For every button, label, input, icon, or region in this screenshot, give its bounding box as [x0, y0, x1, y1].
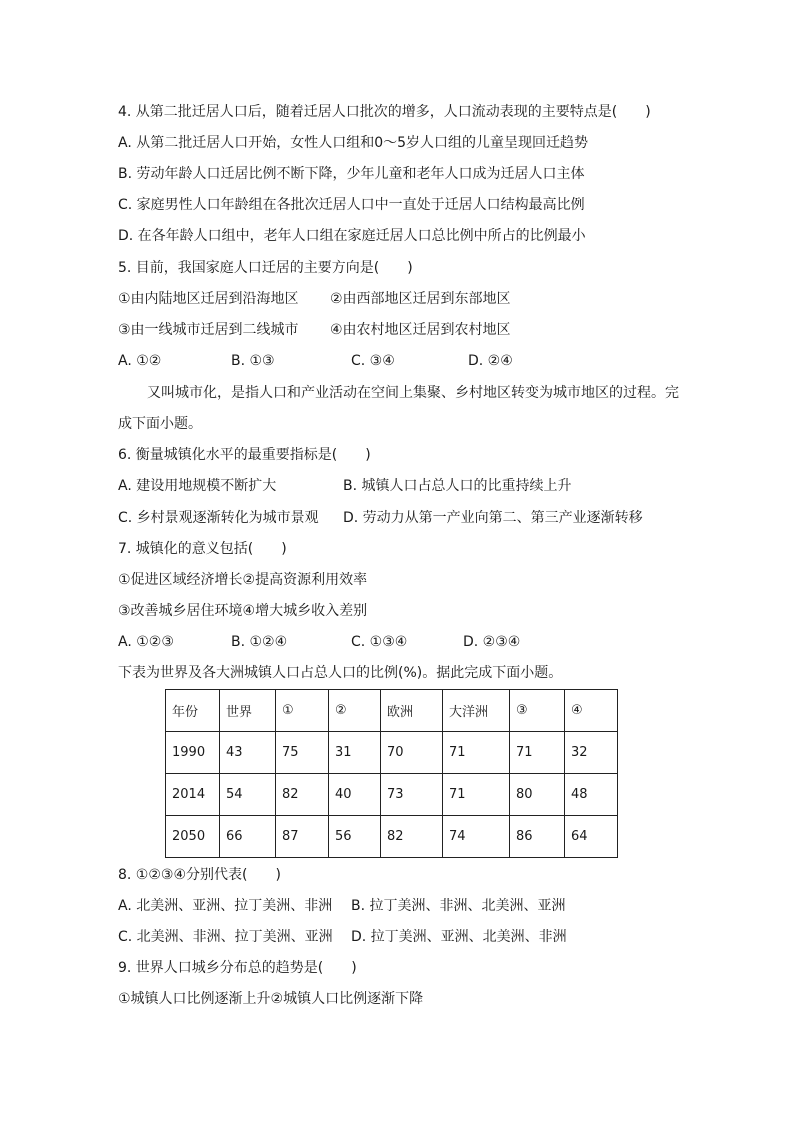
table-cell: 54 — [220, 774, 276, 816]
urbanization-table — [165, 689, 618, 858]
q4-option-c: C. 家庭男性人口年龄组在各批次迁居人口中一直处于迁居人口结构最高比例 — [118, 197, 585, 213]
table-cell: 82 — [381, 816, 443, 858]
q6-options-row2 — [118, 509, 643, 527]
table-cell: 70 — [381, 732, 443, 774]
table-cell: 1990 — [166, 732, 220, 774]
table-cell: 73 — [381, 774, 443, 816]
q9-stem: 9. 世界人口城乡分布总的趋势是( ) — [118, 960, 357, 976]
q5-item-3: ③由一线城市迁居到二线城市 — [118, 322, 299, 338]
q5-item-1: ①由内陆地区迁居到沿海地区 — [118, 291, 299, 307]
table-cell: 64 — [565, 816, 618, 858]
table-row — [166, 774, 618, 816]
table-header-cell: ③ — [510, 690, 565, 732]
q5-stem: 5. 目前，我国家庭人口迁居的主要方向是( ) — [118, 260, 413, 276]
q4-option-a: A. 从第二批迁居人口开始，女性人口组和0～5岁人口组的儿童呈现回迁趋势 — [118, 135, 589, 151]
table-header-cell: 年份 — [166, 690, 220, 732]
q7-option-c: C. ①③④ — [351, 634, 408, 650]
q7-stem: 7. 城镇化的意义包括( ) — [118, 541, 287, 557]
table-cell: 32 — [565, 732, 618, 774]
q8-option-c: C. 北美洲、非洲、拉丁美洲、亚洲 — [118, 929, 333, 945]
table-cell: 31 — [329, 732, 381, 774]
q5-item-4: ④由农村地区迁居到农村地区 — [330, 322, 511, 338]
q8-option-b: B. 拉丁美洲、非洲、北美洲、亚洲 — [351, 898, 566, 914]
table-header-cell: 世界 — [220, 690, 276, 732]
table-cell: 2050 — [166, 816, 220, 858]
table-cell: 56 — [329, 816, 381, 858]
q5-option-c: C. ③④ — [351, 353, 395, 369]
table-cell: 80 — [510, 774, 565, 816]
q8-option-d: D. 拉丁美洲、亚洲、北美洲、非洲 — [351, 929, 567, 945]
q9-items-row1: ①城镇人口比例逐渐上升②城镇人口比例逐渐下降 — [118, 991, 424, 1007]
table-cell: 71 — [443, 732, 510, 774]
q7-options — [118, 633, 520, 651]
q8-option-a: A. 北美洲、亚洲、拉丁美洲、非洲 — [118, 898, 333, 914]
q5-option-b: B. ①③ — [231, 353, 275, 369]
table-cell: 66 — [220, 816, 276, 858]
table-header-cell: 欧洲 — [381, 690, 443, 732]
q6-options-row1 — [118, 477, 572, 495]
table-header-cell: ④ — [565, 690, 618, 732]
q7-option-d: D. ②③④ — [463, 634, 521, 650]
table-cell: 75 — [276, 732, 329, 774]
table-cell: 71 — [510, 732, 565, 774]
table-cell: 86 — [510, 816, 565, 858]
q8-stem: 8. ①②③④分别代表( ) — [118, 867, 281, 883]
table-intro: 下表为世界及各大洲城镇人口占总人口的比例(%)。据此完成下面小题。 — [118, 665, 563, 681]
table-cell: 71 — [443, 774, 510, 816]
q8-options-row2 — [118, 928, 567, 946]
passage-line-1: 又叫城市化，是指人口和产业活动在空间上集聚、乡村地区转变为城市地区的过程。完 — [147, 385, 679, 401]
q4-option-d: D. 在各年龄人口组中，老年人口组在家庭迁居人口总比例中所占的比例最小 — [118, 228, 586, 244]
q5-item-2: ②由西部地区迁居到东部地区 — [330, 291, 511, 307]
table-header-cell: ② — [329, 690, 381, 732]
q5-items-row2 — [118, 321, 511, 339]
q4-option-b: B. 劳动年龄人口迁居比例不断下降，少年儿童和老年人口成为迁居人口主体 — [118, 166, 585, 182]
q7-items-row1: ①促进区域经济增长②提高资源利用效率 — [118, 572, 368, 588]
q5-options — [118, 352, 513, 370]
table-cell: 48 — [565, 774, 618, 816]
table-header-cell: ① — [276, 690, 329, 732]
q5-option-a: A. ①② — [118, 353, 162, 369]
table-header-cell: 大洋洲 — [443, 690, 510, 732]
table-cell: 2014 — [166, 774, 220, 816]
table-cell: 82 — [276, 774, 329, 816]
table-row — [166, 732, 618, 774]
table-header-row — [166, 690, 618, 732]
q6-option-d: D. 劳动力从第一产业向第二、第三产业逐渐转移 — [343, 510, 643, 526]
q7-items-row2: ③改善城乡居住环境④增大城乡收入差别 — [118, 603, 368, 619]
q6-option-a: A. 建设用地规模不断扩大 — [118, 478, 277, 494]
table-cell: 87 — [276, 816, 329, 858]
table-cell: 74 — [443, 816, 510, 858]
table-cell: 40 — [329, 774, 381, 816]
q5-option-d: D. ②④ — [468, 353, 513, 369]
table-row — [166, 816, 618, 858]
passage-line-2: 成下面小题。 — [118, 416, 202, 432]
q6-stem: 6. 衡量城镇化水平的最重要指标是( ) — [118, 447, 371, 463]
q7-option-a: A. ①②③ — [118, 634, 174, 650]
table-cell: 43 — [220, 732, 276, 774]
q4-stem: 4. 从第二批迁居人口后，随着迁居人口批次的增多，人口流动表现的主要特点是( ) — [118, 104, 651, 120]
q8-options-row1 — [118, 897, 566, 915]
q7-option-b: B. ①②④ — [231, 634, 288, 650]
q6-option-b: B. 城镇人口占总人口的比重持续上升 — [343, 478, 572, 494]
q5-items-row1 — [118, 290, 511, 308]
q6-option-c: C. 乡村景观逐渐转化为城市景观 — [118, 510, 319, 526]
